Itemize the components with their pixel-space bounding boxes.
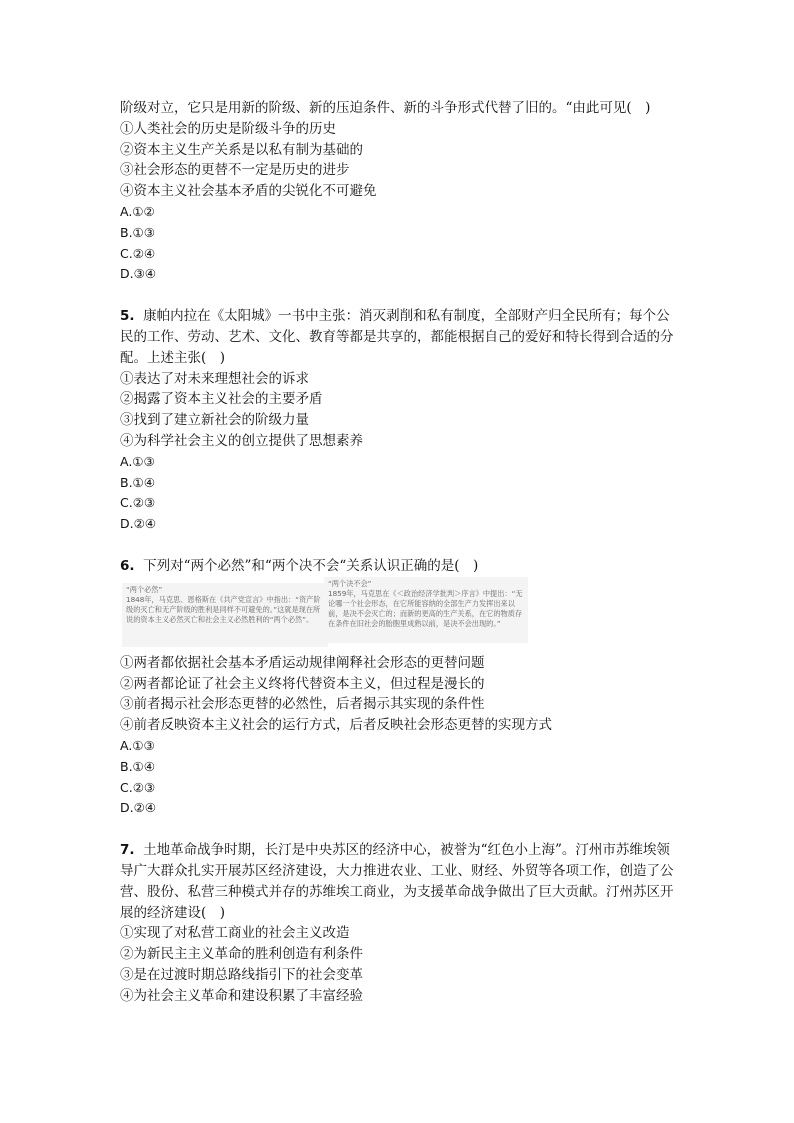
quote-body: 1859年，马克思在《＜政治经济学批判＞序言》中提出：“无论哪一个社会形态，在它所能容纳的全部生产力发挥出来以前，是决不会灭亡的；而新的更高的生产关系，在它的物质存在条件在旧社会的胎胞里成熟以前，是决不会出现的。” (328, 588, 523, 628)
quote-two-never (324, 577, 528, 643)
statement-2: ②两者都论证了社会主义终将代替资本主义，但过程是漫长的 (120, 675, 485, 692)
question-text: 土地革命战争时期，长汀是中央苏区的经济中心，被誉为“红色小上海”。汀州市苏维埃领导广大群众扎实开展苏区经济建设，大力推进农业、工业、财经、外贸等各项工作，创造了公营、股份、私营三种模式并存的苏维埃工商业，为支援革命战争做出了巨大贡献。汀州苏区开展的经济建设( ) (120, 842, 674, 921)
option-a: A.①③ (120, 737, 155, 753)
statement-3: ③前者揭示社会形态更替的必然性，后者揭示其实现的条件性 (120, 696, 485, 713)
quote-image (120, 578, 680, 649)
statement-1: ①表达了对未来理想社会的诉求 (120, 370, 309, 387)
question-content (120, 98, 680, 1006)
quote-title: “两个决不会” (328, 578, 372, 588)
statement-4: ④前者反映资本主义社会的运行方式，后者反映社会形态更替的实现方式 (120, 717, 552, 734)
option-c: C.②④ (120, 245, 156, 261)
option-b: B.①④ (120, 758, 155, 774)
question-5 (120, 306, 680, 535)
statement-2: ②揭露了资本主义社会的主要矛盾 (120, 391, 323, 408)
option-b: B.①③ (120, 224, 155, 240)
statement-4: ④为科学社会主义的创立提供了思想素养 (120, 432, 363, 449)
question-number: 6. (120, 557, 135, 574)
option-d: D.③④ (120, 266, 157, 282)
question-stem (120, 306, 680, 368)
quote-body: 1848年，马克思、恩格斯在《共产党宣言》中指出：“资产阶级的灭亡和无产阶级的胜利是同样不可避免的。”这就是现在所说的资本主义必然灭亡和社会主义必然胜利的“两个必然”。 (126, 594, 321, 624)
statement-1: ①人类社会的历史是阶级斗争的历史 (120, 120, 336, 137)
question-text: 康帕内拉在《太阳城》一书中主张：消灭剥削和私有制度，全部财产归全民所有；每个公民的工作、劳动、艺术、文化、教育等都是共享的，都能根据自己的爱好和特长得到合适的分配。上述主张( ) (120, 308, 674, 366)
statement-1: ①实现了对私营工商业的社会主义改造 (120, 925, 350, 942)
statement-4: ④为社会主义革命和建设积累了丰富经验 (120, 987, 363, 1004)
question-number: 5. (120, 308, 135, 325)
question-number: 7. (120, 842, 135, 859)
statement-3: ③社会形态的更替不一定是历史的进步 (120, 162, 350, 179)
statement-2: ②资本主义生产关系是以私有制为基础的 (120, 141, 363, 158)
option-a: A.①③ (120, 453, 155, 469)
option-c: C.②③ (120, 779, 156, 795)
question-stem: 阶级对立，它只是用新的阶级、新的压迫条件、新的斗争形式代替了旧的。“由此可见( ) (120, 100, 651, 116)
option-b: B.①④ (120, 474, 155, 490)
statement-1: ①两者都依据社会基本矛盾运动规律阐释社会形态的更替问题 (120, 654, 485, 671)
quote-title: “两个必然” (126, 584, 163, 594)
question-text: 下列对“两个必然”和“两个决不会“关系认识正确的是( ) (143, 557, 479, 574)
question-6 (120, 556, 680, 819)
question-4 (120, 98, 680, 285)
option-c: C.②③ (120, 495, 156, 511)
statement-2: ②为新民主主义革命的胜利创造有利条件 (120, 946, 363, 963)
question-stem (120, 556, 680, 577)
quote-two-inevitables (122, 583, 328, 647)
question-stem (120, 840, 680, 923)
statement-3: ③找到了建立新社会的阶级力量 (120, 412, 309, 429)
statement-3: ③是在过渡时期总路线指引下的社会变革 (120, 966, 363, 983)
question-7 (120, 840, 680, 1006)
option-d: D.②④ (120, 800, 157, 816)
option-d: D.②④ (120, 516, 157, 532)
option-a: A.①② (120, 203, 155, 219)
statement-4: ④资本主义社会基本矛盾的尖锐化不可避免 (120, 183, 377, 200)
